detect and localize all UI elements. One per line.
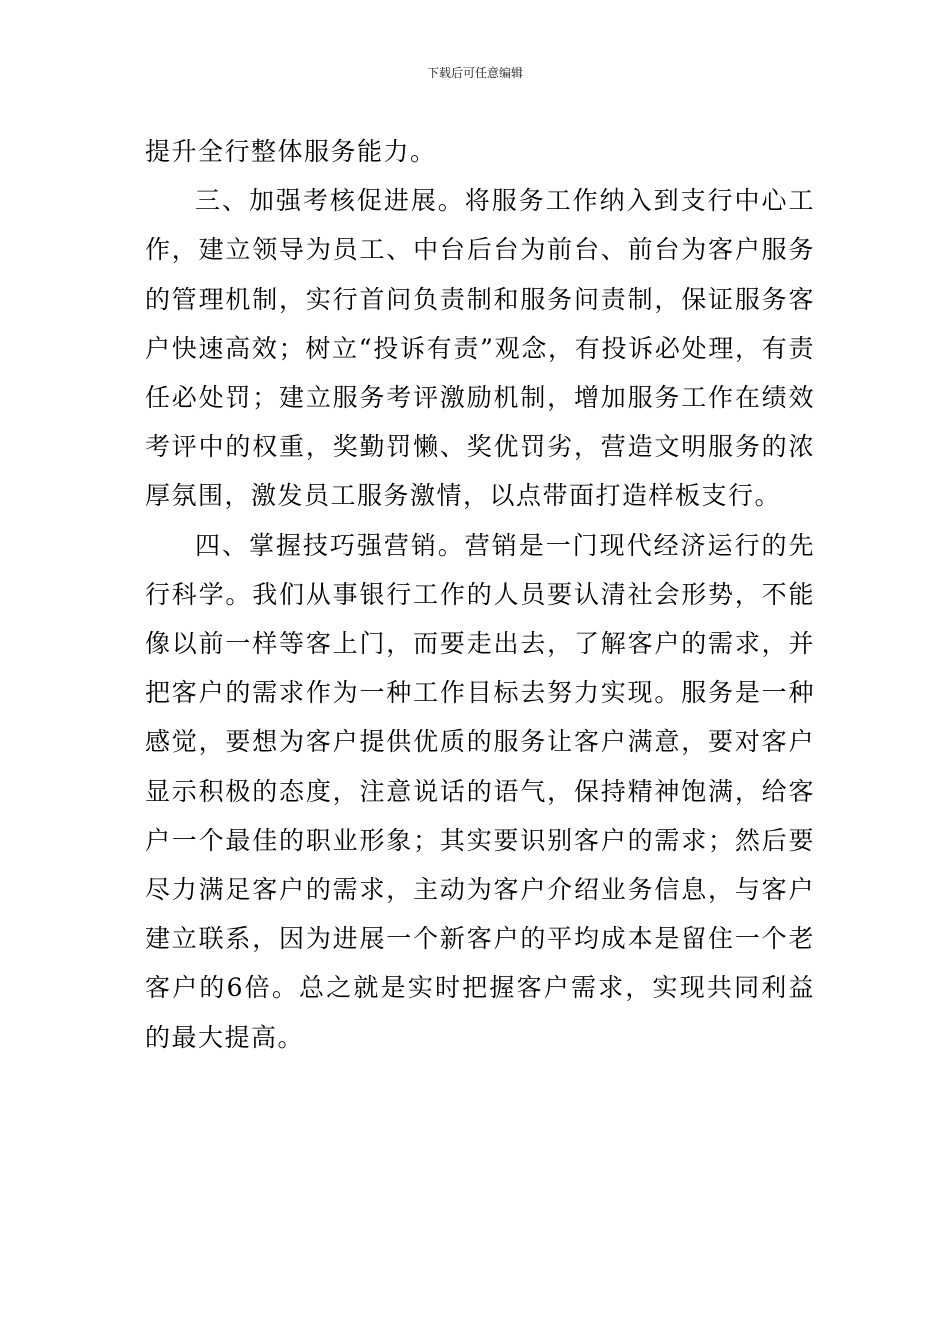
paragraph-section-four: 四、掌握技巧强营销。营销是一门现代经济运行的先行科学。我们从事银行工作的人员要认清社会形势，不能像以前一样等客上门，而要走出去，了解客户的需求，并把客户的需求作为一种工作目标去努力实现。服务是一种感觉，要想为客户提供优质的服务让客户满意，要对客户显示积极的态度，注意说话的语气，保持精神饱满，给客户一个最佳的职业形象；其实要识别客户的需求；然后要尽力满足客户的需求，主动为客户介绍业务信息，与客户建立联系，因为进展一个新客户的平均成本是留住一个老客户的6倍。总之就是实时把握客户需求，实现共同利益的最大提高。	[145, 530, 815, 1052]
paragraph-section-three: 三、加强考核促进展。将服务工作纳入到支行中心工作，建立领导为员工、中台后台为前台、前台为客户服务的管理机制，实行首问负责制和服务问责制，保证服务客户快速高效；树立“投诉有责”观念，有投诉必处理，有责任必处罚；建立服务考评激励机制，增加服务工作在绩效考评中的权重，奖勤罚懒、奖优罚劣，营造文明服务的浓厚氛围，激发员工服务激情，以点带面打造样板支行。	[145, 186, 815, 511]
document-body	[145, 127, 815, 1062]
paragraph-continuation: 提升全行整体服务能力。	[145, 137, 437, 166]
page-header: 下载后可任意编辑	[426, 66, 523, 80]
